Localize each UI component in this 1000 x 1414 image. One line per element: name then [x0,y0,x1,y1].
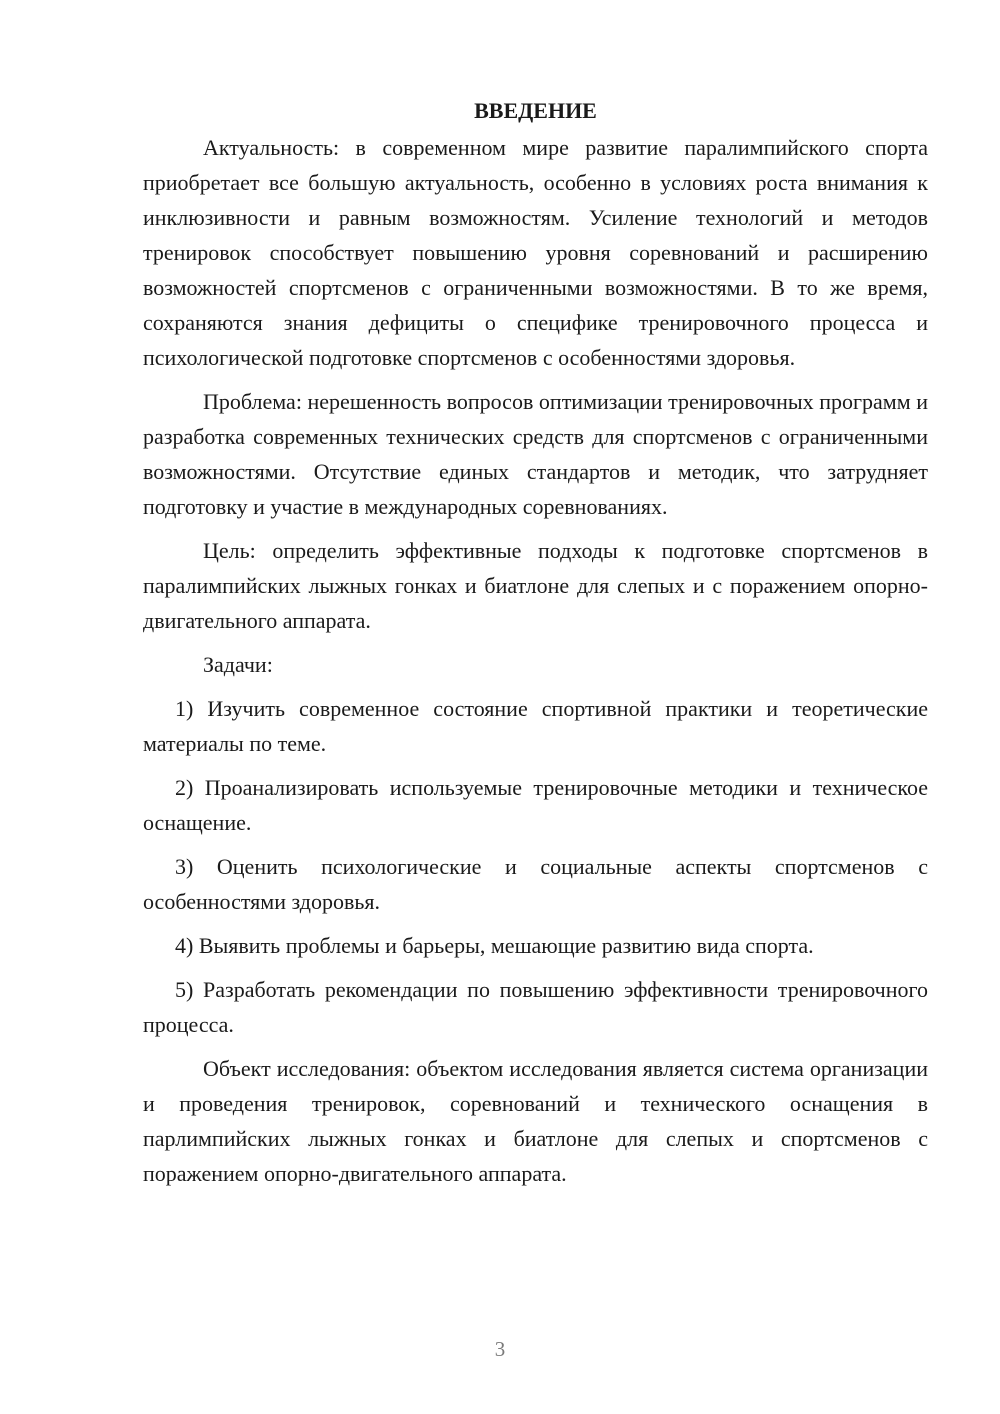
task-item-3: 3) Оценить психологические и социальные аспекты спортсменов с особенностями здоровья. [143,854,928,914]
section-heading: ВВЕДЕНИЕ [474,98,597,123]
problem-paragraph: Проблема: нерешенность вопросов оптимизации тренировочных программ и разработка современных технических средств для спортсменов с ограниченными возможностями. Отсутствие единых стандартов и методик, что затрудняет подготовку и участие в международных соревнованиях. [143,389,928,519]
tasks-label: Задачи: [203,652,273,677]
task-item-4: 4) Выявить проблемы и барьеры, мешающие развитию вида спорта. [175,933,814,958]
relevance-paragraph: Актуальность: в современном мире развитие паралимпийского спорта приобретает все большую актуальность, особенно в условиях роста внимания к инклюзивности и равным возможностям. Усиление технологий и методов тренировок способствует повышению уровня соревнований и расширению возможностей спортсменов с ограниченными возможностями. В то же время, сохраняются знания дефициты о специфике тренировочного процесса и психологической подготовке спортсменов с особенностями здоровья. [143,135,928,370]
page-number: 3 [494,1337,506,1361]
goal-paragraph: Цель: определить эффективные подходы к подготовке спортсменов в паралимпийских лыжных гонках и биатлоне для слепых и с поражением опорно-двигательного аппарата. [143,538,928,633]
object-paragraph: Объект исследования: объектом исследования является система организации и проведения тренировок, соревнований и технического оснащения в парлимпийских лыжных гонках и биатлоне для слепых и спортсменов с поражением опорно-двигательного аппарата. [143,1056,928,1186]
document-body [143,93,928,1200]
task-item-1: 1) Изучить современное состояние спортивной практики и теоретические материалы по теме. [143,696,928,756]
task-item-2: 2) Проанализировать используемые тренировочные методики и техническое оснащение. [143,775,928,835]
task-item-5: 5) Разработать рекомендации по повышению эффективности тренировочного процесса. [143,977,928,1037]
